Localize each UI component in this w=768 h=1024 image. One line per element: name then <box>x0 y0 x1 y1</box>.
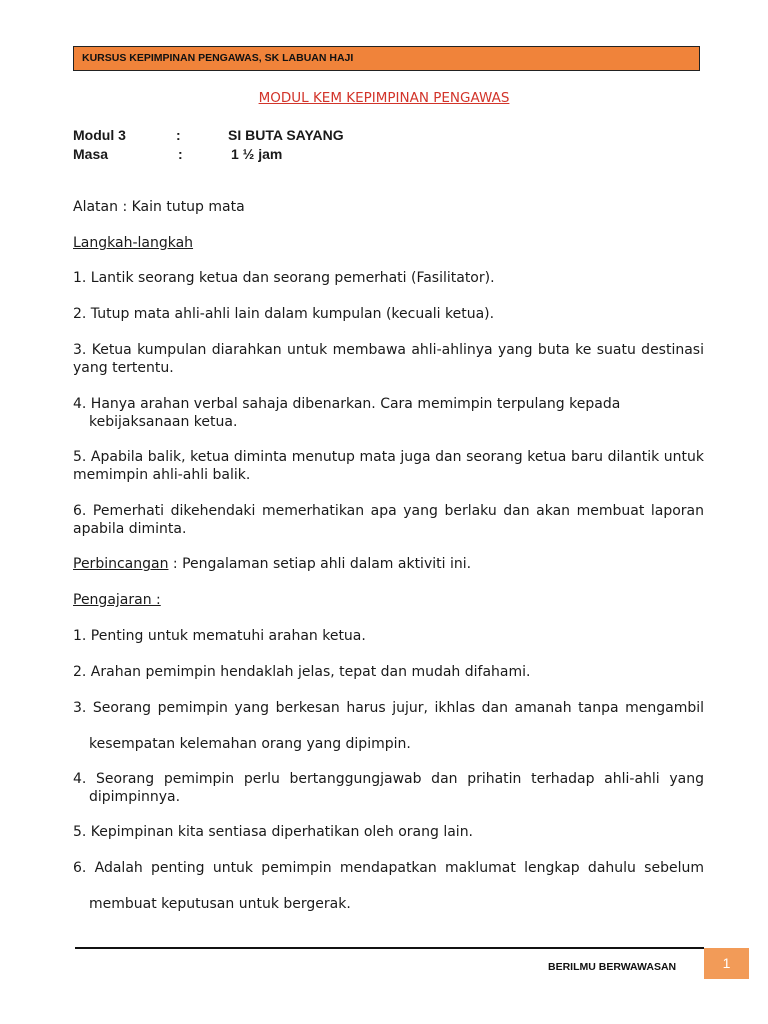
masa-value: 1 ½ jam <box>231 146 283 162</box>
module-title: MODUL KEM KEPIMPINAN PENGAWAS <box>258 90 510 106</box>
step-3: 3. Ketua kumpulan diarahkan untuk membawa ahli-ahlinya yang buta ke suatu destinasi yang tertentu. <box>73 342 704 376</box>
langkah-heading: Langkah-langkah <box>73 235 194 251</box>
lesson-2: 2. Arahan pemimpin hendaklah jelas, tepat dan mudah difahami. <box>73 664 531 680</box>
step-2: 2. Tutup mata ahli-ahli lain dalam kumpulan (kecuali ketua). <box>73 306 495 322</box>
masa-colon: : <box>178 146 183 162</box>
modul-colon: : <box>176 127 181 143</box>
step-5: 5. Apabila balik, ketua diminta menutup mata juga dan seorang ketua baru dilantik untuk memimpin ahli-ahli balik. <box>73 449 704 483</box>
lesson-3-cont: kesempatan kelemahan orang yang dipimpin. <box>89 736 411 752</box>
lesson-6-cont: membuat keputusan untuk bergerak. <box>89 896 351 912</box>
modul-label: Modul 3 <box>73 127 126 143</box>
page-number: 1 <box>704 948 749 979</box>
masa-label: Masa <box>73 146 109 162</box>
step-1: 1. Lantik seorang ketua dan seorang pemerhati (Fasilitator). <box>73 270 495 286</box>
lesson-3: 3. Seorang pemimpin yang berkesan harus jujur, ikhlas dan amanah tanpa mengambil <box>73 700 704 716</box>
pengajaran-heading: Pengajaran : <box>73 592 161 608</box>
footer-motto: BERILMU BERWAWASAN <box>548 961 677 973</box>
lesson-5: 5. Kepimpinan kita sentiasa diperhatikan oleh orang lain. <box>73 824 474 840</box>
lesson-4-cont: dipimpinnya. <box>89 789 181 805</box>
step-4-cont: kebijaksanaan ketua. <box>89 414 238 430</box>
lesson-1: 1. Penting untuk mematuhi arahan ketua. <box>73 628 366 644</box>
footer-divider <box>75 947 704 949</box>
alatan-line: Alatan : Kain tutup mata <box>73 199 245 215</box>
lesson-6: 6. Adalah penting untuk pemimpin mendapatkan maklumat lengkap dahulu sebelum <box>73 860 704 876</box>
perbincangan-line <box>73 556 704 574</box>
lesson-4: 4. Seorang pemimpin perlu bertanggungjawab dan prihatin terhadap ahli-ahli yang <box>73 771 704 787</box>
step-6: 6. Pemerhati dikehendaki memerhatikan apa yang berlaku dan akan membuat laporan apabila diminta. <box>73 503 704 537</box>
perbincangan-label: Perbincangan <box>73 556 169 572</box>
course-header: KURSUS KEPIMPINAN PENGAWAS, SK LABUAN HAJI <box>73 46 700 71</box>
perbincangan-text: : Pengalaman setiap ahli dalam aktiviti ini. <box>168 556 472 572</box>
modul-value: SI BUTA SAYANG <box>228 127 344 143</box>
step-4: 4. Hanya arahan verbal sahaja dibenarkan. Cara memimpin terpulang kepada <box>73 396 621 412</box>
